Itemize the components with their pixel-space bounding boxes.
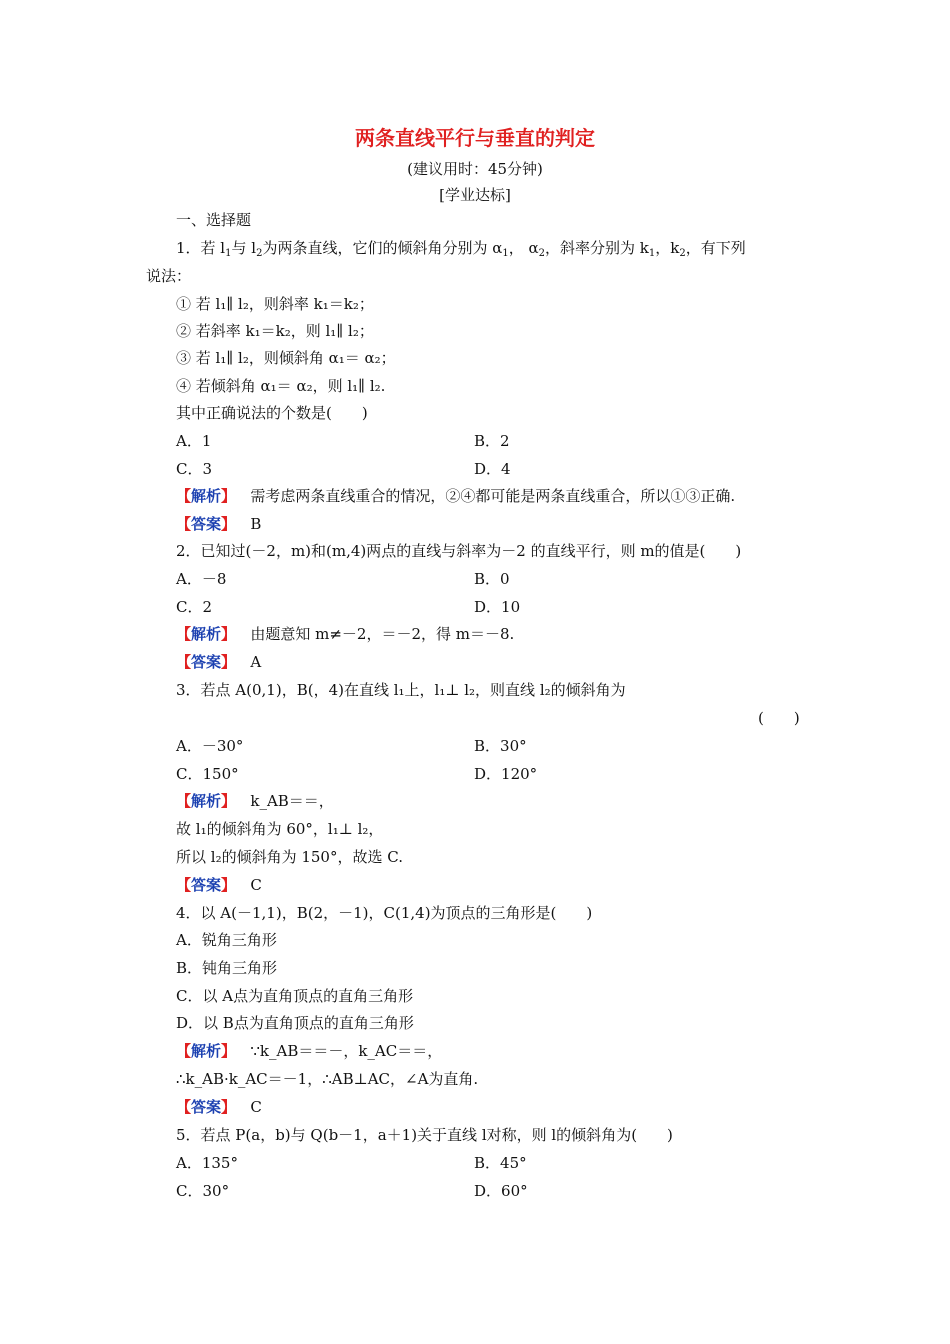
q4-option-b: B．钝角三角形 — [176, 959, 278, 977]
q1-option-c: C．3 — [176, 460, 213, 478]
q5-stem: 5．若点 P(a，b)与 Q(b－1，a＋1)关于直线 l对称，则 l的倾斜角为( ) — [176, 1126, 673, 1144]
q2-stem: 2．已知过(－2，m)和(m,4)两点的直线与斜率为－2 的直线平行，则 m的值是( ) — [176, 542, 742, 560]
q4-option-a: A．锐角三角形 — [176, 931, 277, 949]
q1-statement-1: ① 若 l₁∥ l₂，则斜率 k₁＝k₂； — [176, 295, 374, 313]
q1-option-a: A．1 — [176, 432, 212, 450]
q2-option-c: C．2 — [176, 598, 213, 616]
q3-answer-paren: ( ) — [758, 709, 800, 727]
q5-option-d: D．60° — [474, 1182, 528, 1200]
page-subtitle: (建议用时：45分钟) — [407, 160, 543, 178]
q3-option-c: C．150° — [176, 765, 239, 783]
q2-option-b: B．0 — [474, 570, 510, 588]
q3-answer: 【答案】 C — [176, 876, 262, 894]
q4-option-c: C．以 A点为直角顶点的直角三角形 — [176, 987, 414, 1005]
q3-analysis-line-3: 所以 l₂的倾斜角为 150°，故选 C. — [176, 848, 403, 866]
q3-analysis-line-2: 故 l₁的倾斜角为 60°，l₁⊥ l₂， — [176, 820, 384, 838]
q2-option-d: D．10 — [474, 598, 521, 616]
q4-stem: 4．以 A(－1,1)，B(2，－1)，C(1,4)为顶点的三角形是( ) — [176, 904, 593, 922]
q4-analysis: 【解析】 ∵k_AB＝＝－，k_AC＝＝， — [176, 1042, 443, 1060]
q2-answer: 【答案】 A — [176, 653, 262, 671]
page-title: 两条直线平行与垂直的判定 — [355, 126, 595, 150]
q1-analysis: 【解析】 需考虑两条直线重合的情况，②④都可能是两条直线重合，所以①③正确. — [176, 487, 736, 505]
q4-option-d: D．以 B点为直角顶点的直角三角形 — [176, 1014, 414, 1032]
q1-statement-3: ③ 若 l₁∥ l₂，则倾斜角 α₁＝ α₂； — [176, 349, 396, 367]
q1-answer: 【答案】 B — [176, 515, 262, 533]
q1-statement-2: ② 若斜率 k₁＝k₂，则 l₁∥ l₂； — [176, 322, 374, 340]
q3-option-d: D．120° — [474, 765, 538, 783]
q4-analysis-line-2: ∴k_AB·k_AC＝－1，∴AB⊥AC，∠A为直角. — [176, 1070, 479, 1088]
q3-stem: 3．若点 A(0,1)，B(，4)在直线 l₁上，l₁⊥ l₂，则直线 l₂的倾斜角为 — [176, 681, 626, 699]
q1-option-b: B．2 — [474, 432, 510, 450]
q3-analysis: 【解析】 k_AB＝＝， — [176, 792, 334, 810]
section-label: [学业达标] — [439, 186, 511, 204]
q2-option-a: A．－8 — [176, 570, 227, 588]
q5-option-c: C．30° — [176, 1182, 230, 1200]
q1-question: 其中正确说法的个数是( ) — [176, 404, 368, 422]
q5-option-b: B．45° — [474, 1154, 527, 1172]
q5-option-a: A．135° — [176, 1154, 238, 1172]
q3-option-a: A．－30° — [176, 737, 244, 755]
q1-option-d: D．4 — [474, 460, 511, 478]
q3-option-b: B．30° — [474, 737, 527, 755]
q2-analysis: 【解析】 由题意知 m≠－2，＝－2，得 m＝－8. — [176, 625, 515, 643]
part-heading: 一、选择题 — [176, 211, 252, 229]
q1-stem: 1．若 $l_1$与 $l_2$为两条直线，它们的倾斜角分别为 $\alpha_1$， $\alpha_2$，斜率分别为 $k_1$，$k_2$，有下列 — [176, 239, 746, 259]
q1-stem-cont: 说法： — [146, 267, 192, 285]
q1-statement-4: ④ 若倾斜角 α₁＝ α₂，则 l₁∥ l₂. — [176, 377, 386, 395]
q4-answer: 【答案】 C — [176, 1098, 262, 1116]
